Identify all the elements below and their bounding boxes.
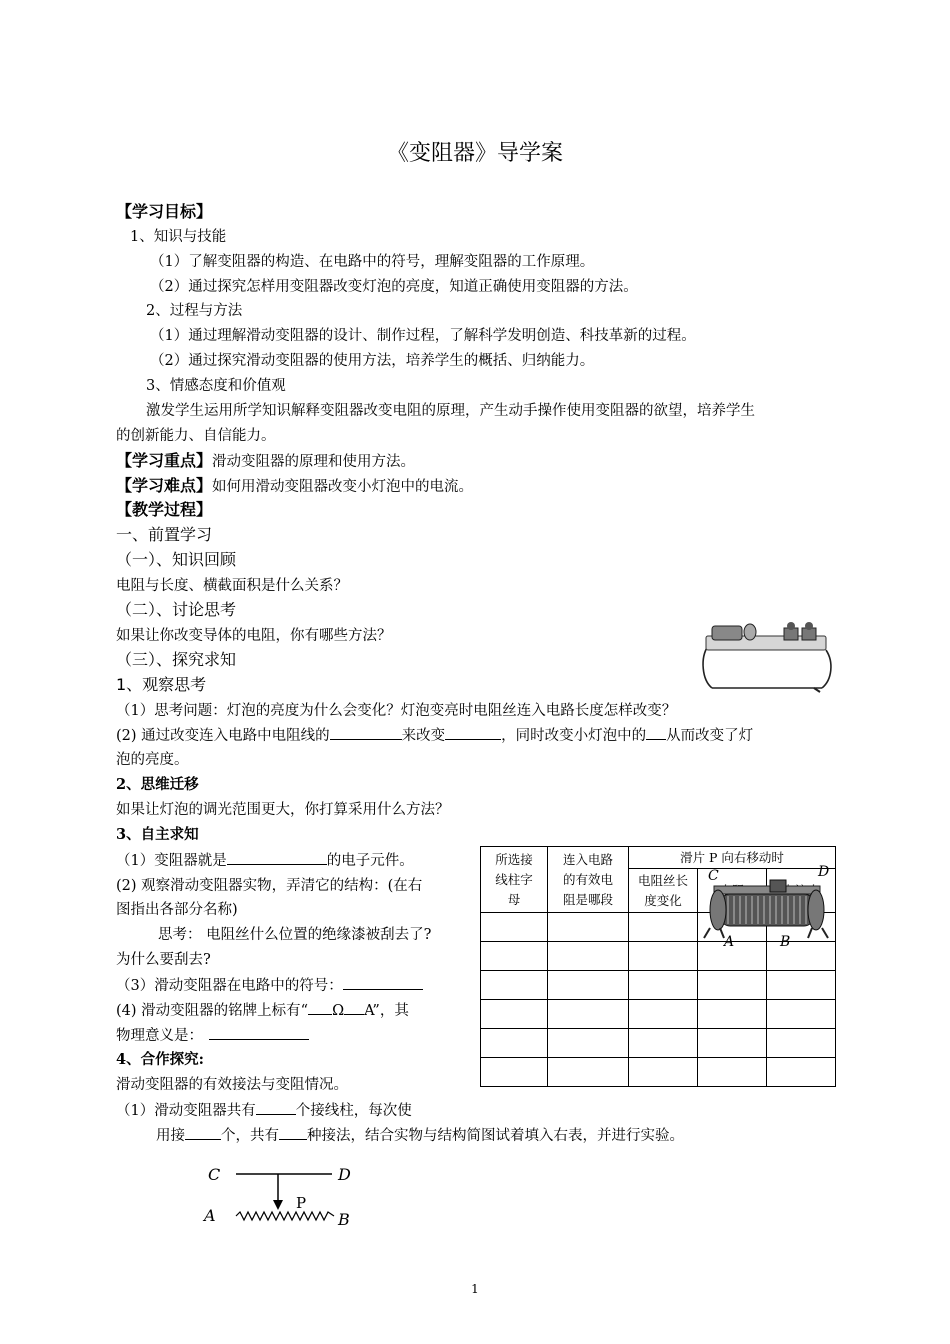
table-header-effective-resistance: 连入电路 的有效电 阻是哪段	[548, 847, 629, 913]
schematic-label-c: C	[208, 1165, 221, 1184]
think-question-line-1: 思考： 电阻丝什么位置的绝缘漆被刮去了?	[158, 927, 432, 943]
rheostat-label-d: D	[818, 864, 830, 880]
fill-blank[interactable]	[445, 725, 501, 740]
key-point	[116, 451, 415, 472]
difficulty-text: 如何用滑动变阻器改变小灯泡中的电流。	[212, 479, 474, 495]
fill-blank[interactable]	[646, 725, 666, 740]
table-row	[481, 1029, 836, 1058]
migration-question: 如果让灯泡的调光范围更大，你打算采用什么方法？	[116, 802, 450, 818]
knowledge-item-1: （1）了解变阻器的构造、在电路中的符号，理解变阻器的工作原理。	[150, 254, 595, 270]
fill-blank[interactable]	[209, 1025, 309, 1040]
fill-blank[interactable]	[308, 1000, 332, 1015]
cooperation-item-1: （1）滑动变阻器共有 个接线柱，每次使	[116, 1100, 412, 1121]
table-header-slider-right: 滑片 P 向右移动时	[629, 847, 836, 869]
observe-title: 1、观察思考	[116, 675, 207, 694]
fill-blank[interactable]	[227, 850, 327, 865]
rheostat-label-c: C	[708, 868, 719, 884]
section-review-title: （一）、知识回顾	[116, 550, 237, 569]
cooperation-title: 4、合作探究:	[116, 1051, 204, 1068]
rheostat-schematic	[200, 1158, 370, 1238]
table-row	[481, 1058, 836, 1087]
page-title: 《变阻器》导学案	[386, 141, 563, 166]
knowledge-title: 1、知识与技能	[130, 229, 227, 245]
fill-blank[interactable]	[330, 725, 402, 740]
fill-blank[interactable]	[343, 975, 423, 990]
objectives-heading: 【学习目标】	[116, 202, 213, 221]
self-study-item-4-cont: 物理意义是：	[116, 1025, 309, 1046]
schematic-label-p: P	[296, 1194, 307, 1212]
self-study-item-2-line-1: (2) 观察滑动变阻器实物，弄清它的结构：(在右	[116, 878, 423, 894]
fill-blank[interactable]	[344, 1000, 364, 1015]
table-header-terminal: 所选接 线柱字 母	[481, 847, 548, 913]
schematic-label-b: B	[338, 1210, 350, 1229]
page-number: 1	[471, 1282, 479, 1296]
knowledge-item-2: （2）通过探究怎样用变阻器改变灯泡的亮度，知道正确使用变阻器的方法。	[150, 279, 638, 295]
think-question-line-2: 为什么要刮去?	[116, 952, 211, 968]
self-study-item-4: (4) 滑动变阻器的铭牌上标有“ Ω A”，其	[116, 1000, 409, 1021]
self-study-item-3: （3）滑动变阻器在电路中的符号：	[116, 975, 423, 996]
rheostat-label-a: A	[724, 934, 735, 950]
self-study-item-1: （1）变阻器就是 的电子元件。	[116, 850, 414, 871]
attitude-line-1: 激发学生运用所学知识解释变阻器改变电阻的原理，产生动手操作使用变阻器的欲望，培养学生	[146, 403, 755, 419]
process-method-item-2: （2）通过探究滑动变阻器的使用方法，培养学生的概括、归纳能力。	[150, 353, 595, 369]
section-review-question: 电阻与长度、横截面积是什么关系？	[116, 578, 348, 594]
circuit-apparatus-image	[696, 618, 836, 698]
schematic-label-a: A	[204, 1206, 216, 1225]
schematic-label-d: D	[338, 1165, 351, 1184]
fill-blank[interactable]	[185, 1125, 221, 1140]
section-discussion-question: 如果让你改变导体的电阻，你有哪些方法？	[116, 628, 392, 644]
section-discussion-title: （二）、讨论思考	[116, 600, 237, 619]
difficulty-label: 【学习难点】	[116, 476, 213, 495]
process-method-title: 2、过程与方法	[146, 303, 243, 319]
table-subheader-wire-length: 电阻丝长 度变化	[629, 869, 698, 913]
self-study-title: 3、自主求知	[116, 826, 199, 843]
observe-question-2-cont: 泡的亮度。	[116, 752, 189, 768]
table-row	[481, 1000, 836, 1029]
difficulty	[116, 476, 473, 497]
part-one-title: 一、前置学习	[116, 525, 213, 544]
cooperation-item-1-cont: 用接 个，共有 种接法，结合实物与结构简图试着填入右表，并进行实验。	[156, 1125, 684, 1146]
key-point-label: 【学习重点】	[116, 451, 213, 470]
cooperation-subtitle: 滑动变阻器的有效接法与变阻情况。	[116, 1077, 348, 1093]
table-row	[481, 971, 836, 1000]
migration-title: 2、思维迁移	[116, 776, 199, 793]
observe-question-1: （1）思考问题：灯泡的亮度为什么会变化？灯泡变亮时电阻丝连入电路长度怎样改变？	[116, 703, 677, 719]
process-method-item-1: （1）通过理解滑动变阻器的设计、制作过程，了解科学发明创造、科技革新的过程。	[150, 328, 696, 344]
process-heading: 【教学过程】	[116, 500, 213, 519]
fill-blank[interactable]	[256, 1100, 296, 1115]
rheostat-label-b: B	[780, 934, 791, 950]
observe-question-2: (2) 通过改变连入电路中电阻线的 来改变 ，同时改变小灯泡中的 从而改变了灯	[116, 725, 753, 746]
section-explore-title: （三）、探究求知	[116, 650, 237, 669]
fill-blank[interactable]	[279, 1125, 307, 1140]
rheostat-image	[700, 862, 836, 952]
key-point-text: 滑动变阻器的原理和使用方法。	[212, 454, 416, 470]
self-study-item-2-line-2: 图指出各部分名称)	[116, 902, 238, 918]
attitude-line-2: 的创新能力、自信能力。	[116, 428, 276, 444]
attitude-title: 3、情感态度和价值观	[146, 378, 286, 394]
